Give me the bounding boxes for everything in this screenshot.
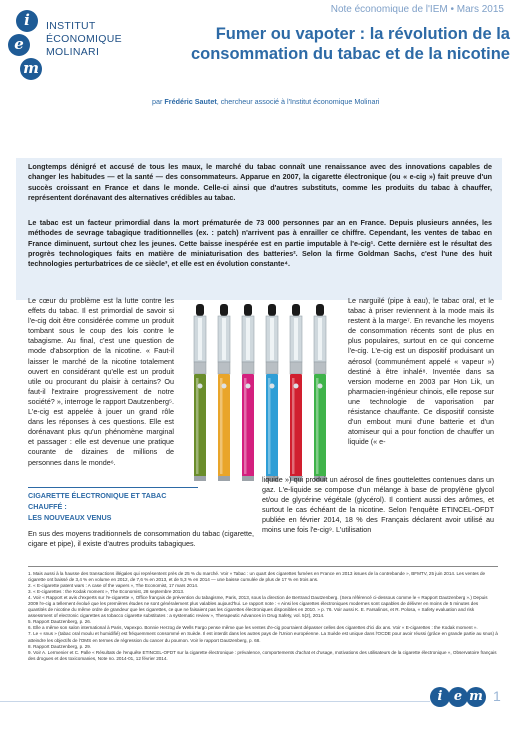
note-header: Note économique de l'IEM • Mars 2015 xyxy=(330,4,504,15)
footer-logo-i: i xyxy=(430,687,450,707)
footnote-1: 1. Mais aussi à la hausse des transactions illégales qui représentent près de 25 % du marché. Voir « Tabac : un quart des cigarettes fumées en France en 2013 issues de la contrebande », BFMTV, 25 juin 2014. Les ventes de cigarette ont baissé de 3,4 % en volume en 2012, de 7,6 % en 2013, et de 5,3 % en 2014 — une baisse cumulée de plus de 17 % en trois ans. xyxy=(28,571,486,583)
footnote-2: 2. « E-cigarette patent wars : A case of the vapers », The Economist, 17 mars 2014. xyxy=(28,583,199,589)
section-heading xyxy=(28,487,256,523)
ecig-2 xyxy=(218,304,230,481)
institute-line-2: ÉCONOMIQUE xyxy=(46,33,122,45)
institute-name xyxy=(46,20,122,59)
footnote-7: 7. Le « snus » (tabac oral moulu et humidifié) est fréquemment consommé en Suède. Il est interdit dans les autres pays de l'Union européenne. La Suède est unique dans l'OCDE pour avoir réussi (grâce en grande partie au snus) à atteindre les objectifs de l'OMS en termes de régression du cancer du poumon. Voir le rapport Dautzenberg, p. 68. xyxy=(28,631,498,643)
ecig-4 xyxy=(266,304,278,481)
ecigarettes-image xyxy=(180,300,340,490)
section-heading-line-1: CIGARETTE ÉLECTRONIQUE ET TABAC CHAUFFÉ : xyxy=(28,487,198,512)
footnote-rule xyxy=(28,566,498,567)
body-right-column: Le narguilé (pipe à eau), le tabac oral, et le tabac à priser reviennent à la mode mais ils restent à la marge⁷. En revanche les moyens de consommation récents sont de plus en plus populaires, surtout en ce qui concerne l'e-cig. L'e-cig est un dispositif produisant un aérosol (communément appelé « vapeur ») destiné à être inhalé⁸. Inventée dans sa version moderne en 2003 par Hon Lik, un pharmacien-ingénieur chinois, elle repose sur une technologie de vaporisation par résistance chauffante. Ce dispositif consiste d'un embout muni d'une batterie et d'un atomiseur qui a pour fonction de chauffer un liquide (« e- xyxy=(348,296,494,447)
lead-paragraph-1: Longtemps dénigré et accusé de tous les maux, le marché du tabac connaît une renaissance avec des innovations capables de changer les habitudes — et la santé — des consommateurs. Apparue en 2007, la cigarette électronique (ou « e-cig ») fait preuve d'un succès croissant en France et dans le monde. Celle-ci ainsi que d'autres substituts, comme les produits du tabac à chauffer, représentent dorénavant des alternatives crédibles au tabac. xyxy=(28,162,492,202)
footnote-6: 6. Elle a même son salon international à Paris, Vapexpo. Bonnie Herzog de Wells Fargo pense même que les ventes d'e-cig pourraient dépasser celles des cigarettes d'ici dix ans. Voir « E-cigarettes : the Kodak moment ». xyxy=(28,625,478,631)
footer-logo-m: m xyxy=(466,687,486,707)
body-left-column: Le cœur du problème est la lutte contre les effets du tabac. Il est primordial de savoir si l'e-cig doit être considérée comme un produit tombant sous le coup des lois contre le tabagisme. Au final, c'est une question de mode d'absorption de la nicotine. « Faut-il laisser le marché de la nicotine totalement ouvert en considérant qu'elle est un produit utile ou procurant du plaisir à certains? Ou faut-il l'extraire progressivement de notre société? », interroge le rapport Dautzenberg⁵. L'e-cig est appelée à jouer un grand rôle dans les réponses à ces questions. Elle est dorénavant plus qu'un phénomène marginal et passager : elle est devenue une pratique courante de dizaines de millions de personnes dans le monde⁶. xyxy=(28,296,174,467)
footnotes xyxy=(28,571,498,662)
footer-logo-e: e xyxy=(448,687,468,707)
page-title xyxy=(150,24,510,64)
title-line-1: Fumer ou vapoter : la révolution de la xyxy=(215,25,510,43)
body-below-left: En sus des moyens traditionnels de consommation du tabac (cigarette, cigare et pipe), il existe d'autres produits tabagiques. xyxy=(28,529,254,549)
footnote-4: 4. Voir « Rapport et avis d'experts sur l'e-cigarette », Office français de prévention du tabagisme, Paris, 2013, sous la direction de Bertrand Dautzenberg. (Sera référencé ci-dessous comme le « Rapport Dautzenberg ».) Depuis 2009 l'e-cig a tellement évolué que les premières études ne sont généralement plus valables aujourd'hui. Le rapport note : « Ainsi les cigarettes électroniques modernes sont capables de délivrer en moins de 5 minutes des quantités de nicotine du même ordre de grandeur que les cigarettes, ce que ne faisaient pas les cigarettes électroniques disponibles en 2010. » p. 76. Voir aussi K. E. Farsalinos, et R. Polosa, « Safety evaluation and risk assessment of electronic cigarettes as tobacco cigarette substitutes : a systematic review », Therapeutic Advances in Drug Safety, vol. 5(2), 2014. xyxy=(28,595,488,619)
institute-line-3: MOLINARI xyxy=(46,46,100,58)
institute-line-1: INSTITUT xyxy=(46,20,96,32)
ecig-3 xyxy=(242,304,254,481)
ecig-5 xyxy=(290,304,302,481)
author-name: Frédéric Sautet xyxy=(164,97,217,106)
footnote-8: 8. Rapport Dautzenberg, p. 29. xyxy=(28,643,92,649)
author-line xyxy=(152,97,380,106)
footnote-5: 5. Rapport Dautzenberg, p. 26. xyxy=(28,619,92,625)
section-heading-line-2: LES NOUVEAUX VENUS xyxy=(28,513,112,522)
ecig-1 xyxy=(194,304,206,481)
ecig-6 xyxy=(314,304,326,481)
author-role: , chercheur associé à l'Institut économique Molinari xyxy=(216,97,380,106)
page-number: 1 xyxy=(493,688,501,704)
logo-circle-i: i xyxy=(16,10,38,32)
iem-logo xyxy=(10,10,46,90)
footnote-3: 3. « E-cigarettes : the Kodak moment », The Economist, 28 septembre 2013. xyxy=(28,589,185,595)
footer-rule xyxy=(0,701,430,702)
logo-circle-m: m xyxy=(20,58,42,80)
footnote-9: 9. Voir A. Lermenier et C. Palle « Résultats de l'enquête ETINCEL-OFDT sur la cigarette électronique : prévalence, comportements d'achat et d'usage, motivations des utilisateurs de la cigarette électronique », Observatoire français des drogues et des toxicomanies, Note no. 2014-01, 12 février 2014. xyxy=(28,649,497,661)
author-prefix: par xyxy=(152,97,163,106)
title-line-2: consommation du tabac et de la nicotine xyxy=(190,45,510,63)
lead-paragraph-2: Le tabac est un facteur primordial dans la mort prématurée de 73 000 personnes par an en France. Depuis plusieurs années, les méthodes de sevrage tabagique traditionnelles (ex. : patch) n'arrivent pas à enrailler ce chiffre. Cependant, les ventes de tabac en France diminuent, surtout chez les jeunes. Cette baisse inespérée est en partie imputable à l'e-cig¹. Cette dernière est le résultat des progrès technologiques faits en matière de miniaturisation des batteries². Selon la firme Goldman Sachs, c'est l'une des huit technologies perturbatrices de ce siècle³, et elle est en évolution constante⁴. xyxy=(28,218,492,269)
logo-circle-e: e xyxy=(8,34,30,56)
body-below-right: liquide ») qui produit un aérosol de fines gouttelettes contenues dans un gaz. L'e-liquide se compose d'un mélange à base de propylène glycol et/ou de glycérine végétale (glycérol). Il contient aussi des arômes, et surtout le cas échéant de la nicotine. Selon l'enquête ETINCEL-OFDT publiée en février 2014, 18 % des Français déclarent avoir utilisé au moins une fois l'e-cig⁹. L'utilisation xyxy=(262,475,494,535)
